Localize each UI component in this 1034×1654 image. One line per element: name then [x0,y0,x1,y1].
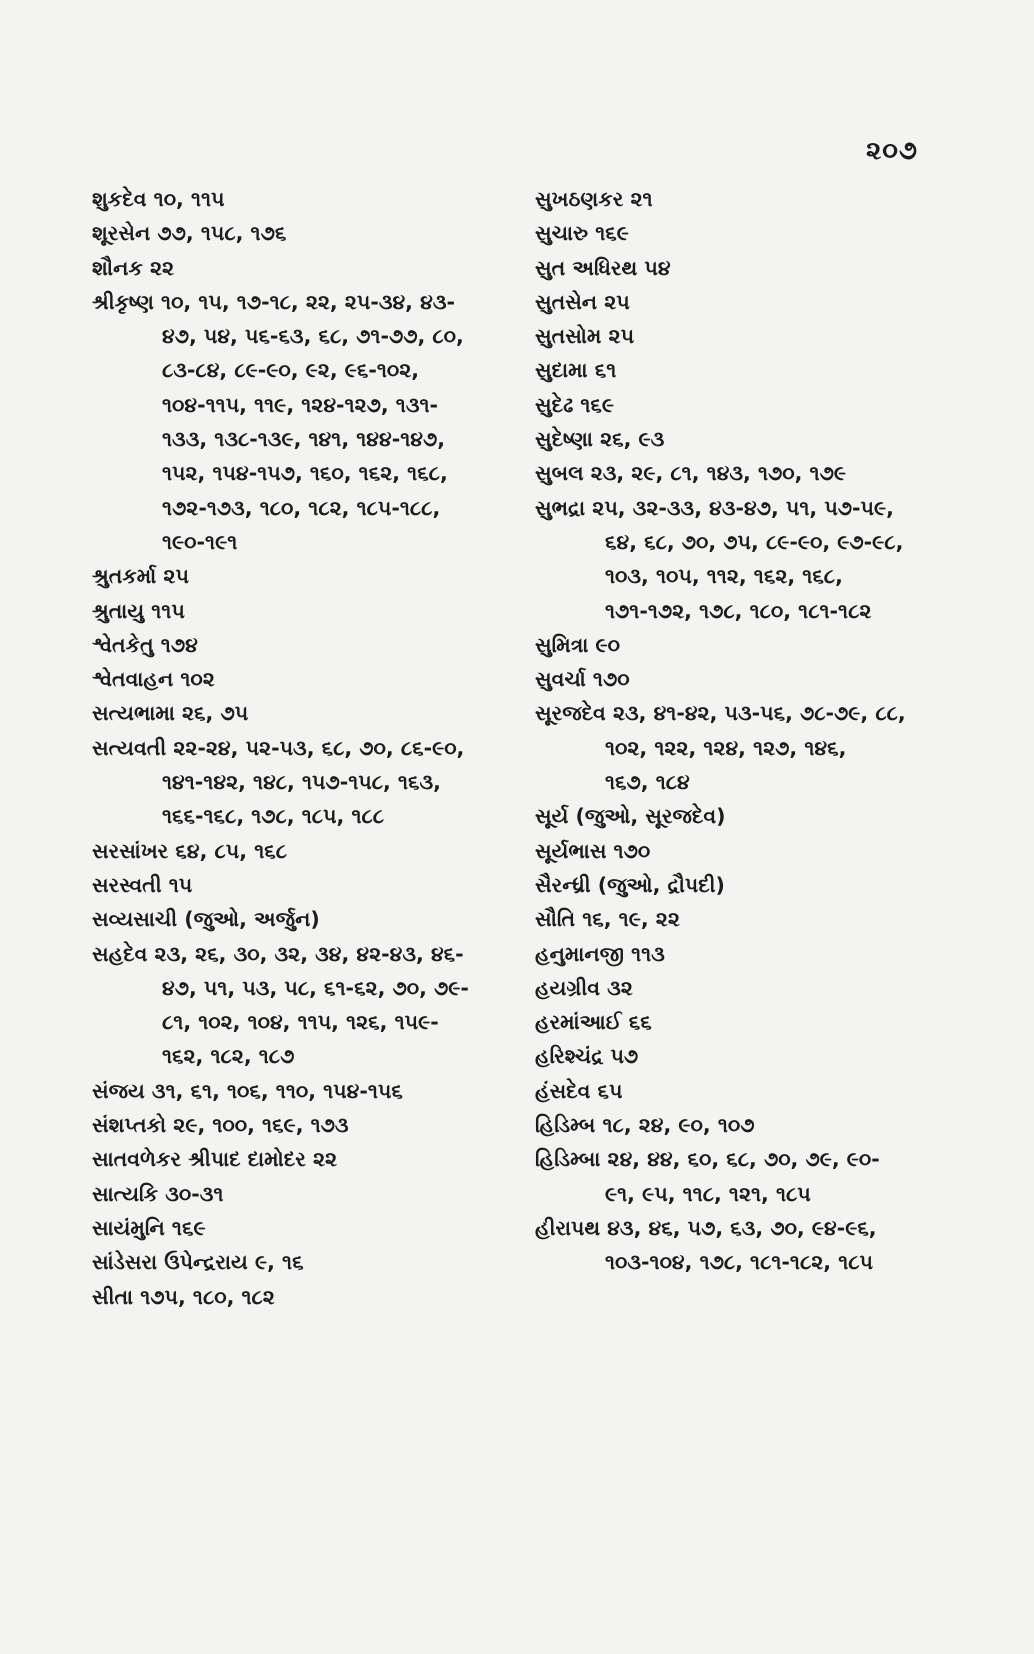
index-entry: સુતસોમ ૨૫ [535,324,635,349]
index-entry-continuation: ૪૭, ૫૧, ૫૩, ૫૮, ૬૧-૬૨, ૭૦, ૭૯- [162,975,469,1000]
index-entry: સાતવળેકર શ્રીપાદ દામોદર ૨૨ [92,1147,338,1172]
index-entry-continuation: ૧૯૦-૧૯૧ [162,529,238,554]
index-entry: સુદેષ્ણા ૨૬, ૯૩ [535,427,665,452]
index-entry: શ્રીકૃષ્ણ ૧૦, ૧૫, ૧૭-૧૮, ૨૨, ૨૫-૩૪, ૪૩- [92,289,455,314]
index-entry: સુખઠણકર ૨૧ [535,187,653,211]
index-entry: સાયંમુનિ ૧૬૯ [92,1215,206,1240]
index-entry: સુદામા ૬૧ [535,358,617,383]
index-entry: સુદેઢ ૧૬૯ [535,392,615,417]
index-entry: હરમાંઆઈ ૬૬ [535,1010,652,1035]
index-entry-continuation: ૧૦૨, ૧૨૨, ૧૨૪, ૧૨૭, ૧૪૬, [605,735,847,760]
index-entry-continuation: ૧૭૨-૧૭૩, ૧૮૦, ૧૮૨, ૧૮૫-૧૮૮, [162,495,441,520]
index-entry: શૌનક ૨૨ [92,255,175,280]
index-entry: સુમિત્રા ૯૦ [535,632,620,657]
index-entry: હીરાપથ ૪૩, ૪૬, ૫૭, ૬૩, ૭૦, ૯૪-૯૬, [535,1215,877,1240]
index-entry-continuation: ૧૪૧-૧૪૨, ૧૪૮, ૧૫૭-૧૫૮, ૧૬૩, [162,770,441,795]
index-entry: સરસાંખર ૬૪, ૮૫, ૧૬૮ [92,838,287,863]
page-number: ૨૦૭ [866,136,918,166]
index-entry: સૂર્ય (જુઓ, સૂરજદેવ) [535,804,726,829]
index-entry: સુતસેન ૨૫ [535,289,630,314]
index-entry: સુભદ્રા ૨૫, ૩૨-૩૩, ૪૩-૪૭, ૫૧, ૫૭-૫૯, [535,495,894,520]
index-entry-continuation: ૧૦૩-૧૦૪, ૧૭૮, ૧૮૧-૧૮૨, ૧૮૫ [605,1250,873,1275]
index-entry-continuation: ૮૧, ૧૦૨, ૧૦૪, ૧૧૫, ૧૨૬, ૧૫૯- [162,1010,439,1035]
index-entry-continuation: ૯૧, ૯૫, ૧૧૮, ૧૨૧, ૧૮૫ [605,1181,811,1206]
index-entry-continuation: ૧૭૧-૧૭૨, ૧૭૮, ૧૮૦, ૧૮૧-૧૮૨ [605,598,872,623]
index-entry-continuation: ૧૬૨, ૧૮૨, ૧૮૭ [162,1044,295,1069]
index-entry: સાત્યકિ ૩૦-૩૧ [92,1181,224,1206]
index-entry: હયગ્રીવ ૩૨ [535,975,633,1000]
index-entry: સુત અધિરથ ૫૪ [535,255,671,280]
index-column-left [92,182,522,1314]
index-entry-continuation: ૧૦૩, ૧૦૫, ૧૧૨, ૧૬૨, ૧૬૮, [605,564,843,589]
index-entry: સંશપ્તકો ૨૯, ૧૦૦, ૧૬૯, ૧૭૩ [92,1113,349,1138]
index-entry: સુવર્ચા ૧૭૦ [535,667,630,692]
index-entry: શ્રુતાયુ ૧૧૫ [92,598,185,623]
index-entry: શુકદેવ ૧૦, ૧૧૫ [92,187,225,211]
index-entry: સૂરજદેવ ૨૩, ૪૧-૪૨, ૫૩-૫૬, ૭૮-૭૯, ૮૮, [535,701,906,726]
index-entry: સીતા ૧૭૫, ૧૮૦, ૧૮૨ [92,1284,275,1309]
index-entry-continuation: ૪૭, ૫૪, ૫૬-૬૩, ૬૮, ૭૧-૭૭, ૮૦, [162,324,464,349]
index-entry-continuation: ૬૪, ૬૮, ૭૦, ૭૫, ૮૯-૯૦, ૯૭-૯૮, [605,529,904,554]
index-entry: હનુમાનજી ૧૧૩ [535,941,665,966]
index-entry: સૌતિ ૧૬, ૧૯, ૨૨ [535,907,680,932]
index-entry: સવ્યસાચી (જુઓ, અર્જુન) [92,907,320,932]
index-entry: સુચારુ ૧૬૯ [535,221,629,246]
index-entry: શ્વેતકેતુ ૧૭૪ [92,632,198,657]
index-entry-continuation: ૧૬૬-૧૬૮, ૧૭૮, ૧૮૫, ૧૮૮ [162,804,385,829]
index-entry: સરસ્વતી ૧૫ [92,872,193,897]
index-entry: સુબલ ૨૩, ૨૯, ૮૧, ૧૪૩, ૧૭૦, ૧૭૯ [535,461,846,486]
index-entry-continuation: ૧૩૩, ૧૩૮-૧૩૯, ૧૪૧, ૧૪૪-૧૪૭, [162,427,446,452]
index-entry: શૂરસેન ૭૭, ૧૫૮, ૧૭૬ [92,221,287,246]
index-entry: સત્યવતી ૨૨-૨૪, ૫૨-૫૩, ૬૮, ૭૦, ૮૬-૯૦, [92,735,465,760]
index-entry: શ્રુતકર્મા ૨૫ [92,564,189,589]
index-entry: સત્યભામા ૨૬, ૭૫ [92,701,249,726]
index-column-right [535,182,945,1280]
index-entry-continuation: ૧૫૨, ૧૫૪-૧૫૭, ૧૬૦, ૧૬૨, ૧૬૮, [162,461,448,486]
index-entry: શ્વેતવાહન ૧૦૨ [92,667,215,692]
index-entry: સહદેવ ૨૩, ૨૬, ૩૦, ૩૨, ૩૪, ૪૨-૪૩, ૪૬- [92,941,464,966]
index-entry-continuation: ૮૩-૮૪, ૮૯-૯૦, ૯૨, ૯૬-૧૦૨, [162,358,420,383]
index-entry-continuation: ૧૬૭, ૧૮૪ [605,770,690,795]
index-entry: હિડિમ્બા ૨૪, ૪૪, ૬૦, ૬૮, ૭૦, ૭૯, ૯૦- [535,1147,880,1172]
index-entry: સૈરન્ધ્રી (જુઓ, દ્રૌપદી) [535,872,725,897]
index-entry-continuation: ૧૦૪-૧૧૫, ૧૧૯, ૧૨૪-૧૨૭, ૧૩૧- [162,392,439,417]
index-entry: સાંડેસરા ઉપેન્દ્રરાય ૯, ૧૬ [92,1250,304,1275]
index-entry: સંજય ૩૧, ૬૧, ૧૦૬, ૧૧૦, ૧૫૪-૧૫૬ [92,1078,403,1103]
index-entry: સૂર્યભાસ ૧૭૦ [535,838,651,863]
index-entry: હંસદેવ ૬૫ [535,1078,623,1103]
index-entry: હિડિમ્બ ૧૮, ૨૪, ૯૦, ૧૦૭ [535,1113,755,1138]
index-entry: હરિશ્ચંદ્ર ૫૭ [535,1044,639,1069]
